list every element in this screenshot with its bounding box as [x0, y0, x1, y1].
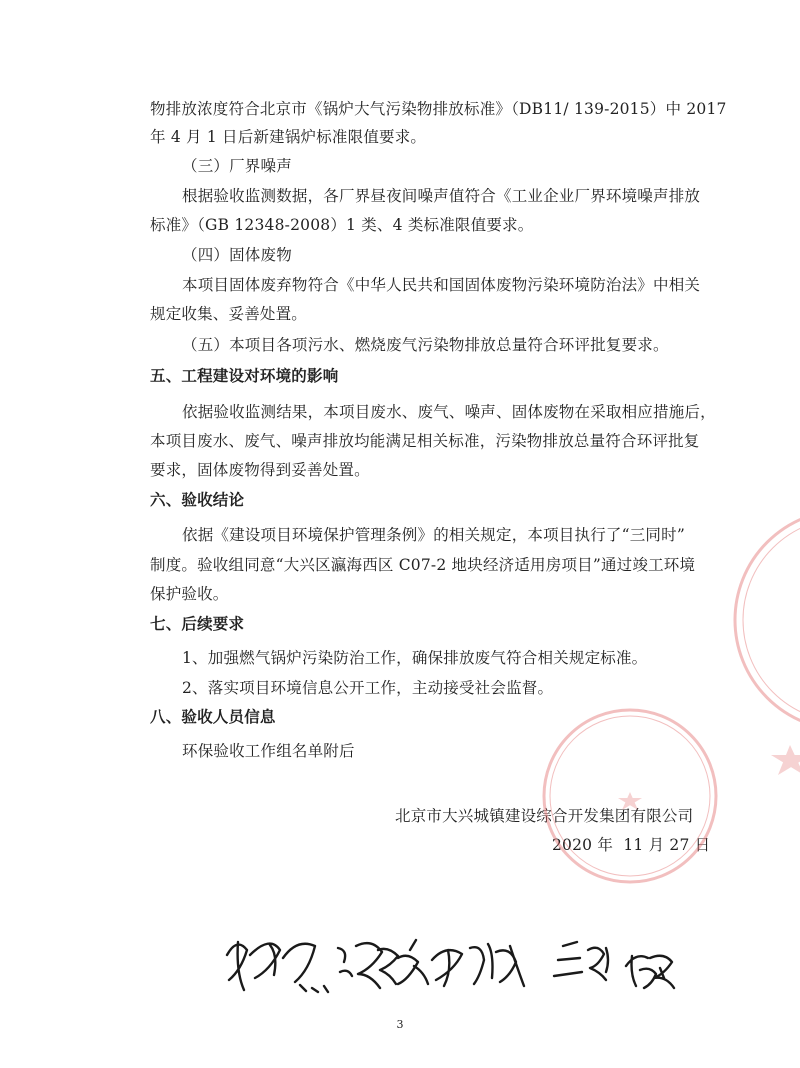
section-heading: 八、验收人员信息	[150, 708, 276, 726]
company-name: 北京市大兴城镇建设综合开发集团有限公司	[395, 807, 694, 825]
paragraph-line: 本项目固体废弃物符合《中华人民共和国固体废物污染环境防治法》中相关	[182, 276, 701, 294]
paragraph-line: 环保验收工作组名单附后	[182, 742, 355, 760]
section-heading: 六、验收结论	[150, 491, 245, 509]
paragraph-line: 本项目废水、废气、噪声排放均能满足相关标准，污染物排放总量符合环评批复	[150, 432, 700, 450]
paragraph-line: 保护验收。	[150, 585, 229, 603]
paragraph-line: 规定收集、妥善处置。	[150, 305, 308, 323]
subsection-heading: （三）厂界噪声	[182, 157, 292, 175]
section-heading: 五、工程建设对环境的影响	[150, 367, 339, 385]
section-heading: 七、后续要求	[150, 615, 245, 633]
subsection-heading: （四）固体废物	[182, 246, 292, 264]
paragraph-line: 年 4 月 1 日后新建锅炉标准限值要求。	[150, 128, 427, 146]
page-number: 3	[396, 1018, 404, 1031]
paragraph-line: 依据《建设项目环境保护管理条例》的相关规定，本项目执行了“三同时”	[182, 526, 685, 544]
paragraph-line: 物排放浓度符合北京市《锅炉大气污染物排放标准》（DB11/ 139-2015）中 2017	[150, 100, 727, 118]
paragraph-line: （五）本项目各项污水、燃烧废气污染物排放总量符合环评批复要求。	[182, 336, 669, 354]
list-item: 2、落实项目环境信息公开工作，主动接受社会监督。	[182, 679, 554, 697]
paragraph-line: 标准》（GB 12348-2008）1 类、4 类标准限值要求。	[150, 216, 534, 234]
signoff-date: 2020 年 11 月 27 日	[552, 836, 711, 854]
paragraph-line: 根据验收监测数据，各厂界昼夜间噪声值符合《工业企业厂界环境噪声排放	[182, 187, 701, 205]
paragraph-line: 依据验收监测结果，本项目废水、废气、噪声、固体废物在采取相应措施后，	[182, 403, 716, 421]
list-item: 1、加强燃气锅炉污染防治工作，确保排放废气符合相关规定标准。	[182, 649, 648, 667]
paragraph-line: 要求，固体废物得到妥善处置。	[150, 461, 370, 479]
paragraph-line: 制度。验收组同意“大兴区瀛海西区 C07-2 地块经济适用房项目”通过竣工环境	[150, 556, 696, 574]
